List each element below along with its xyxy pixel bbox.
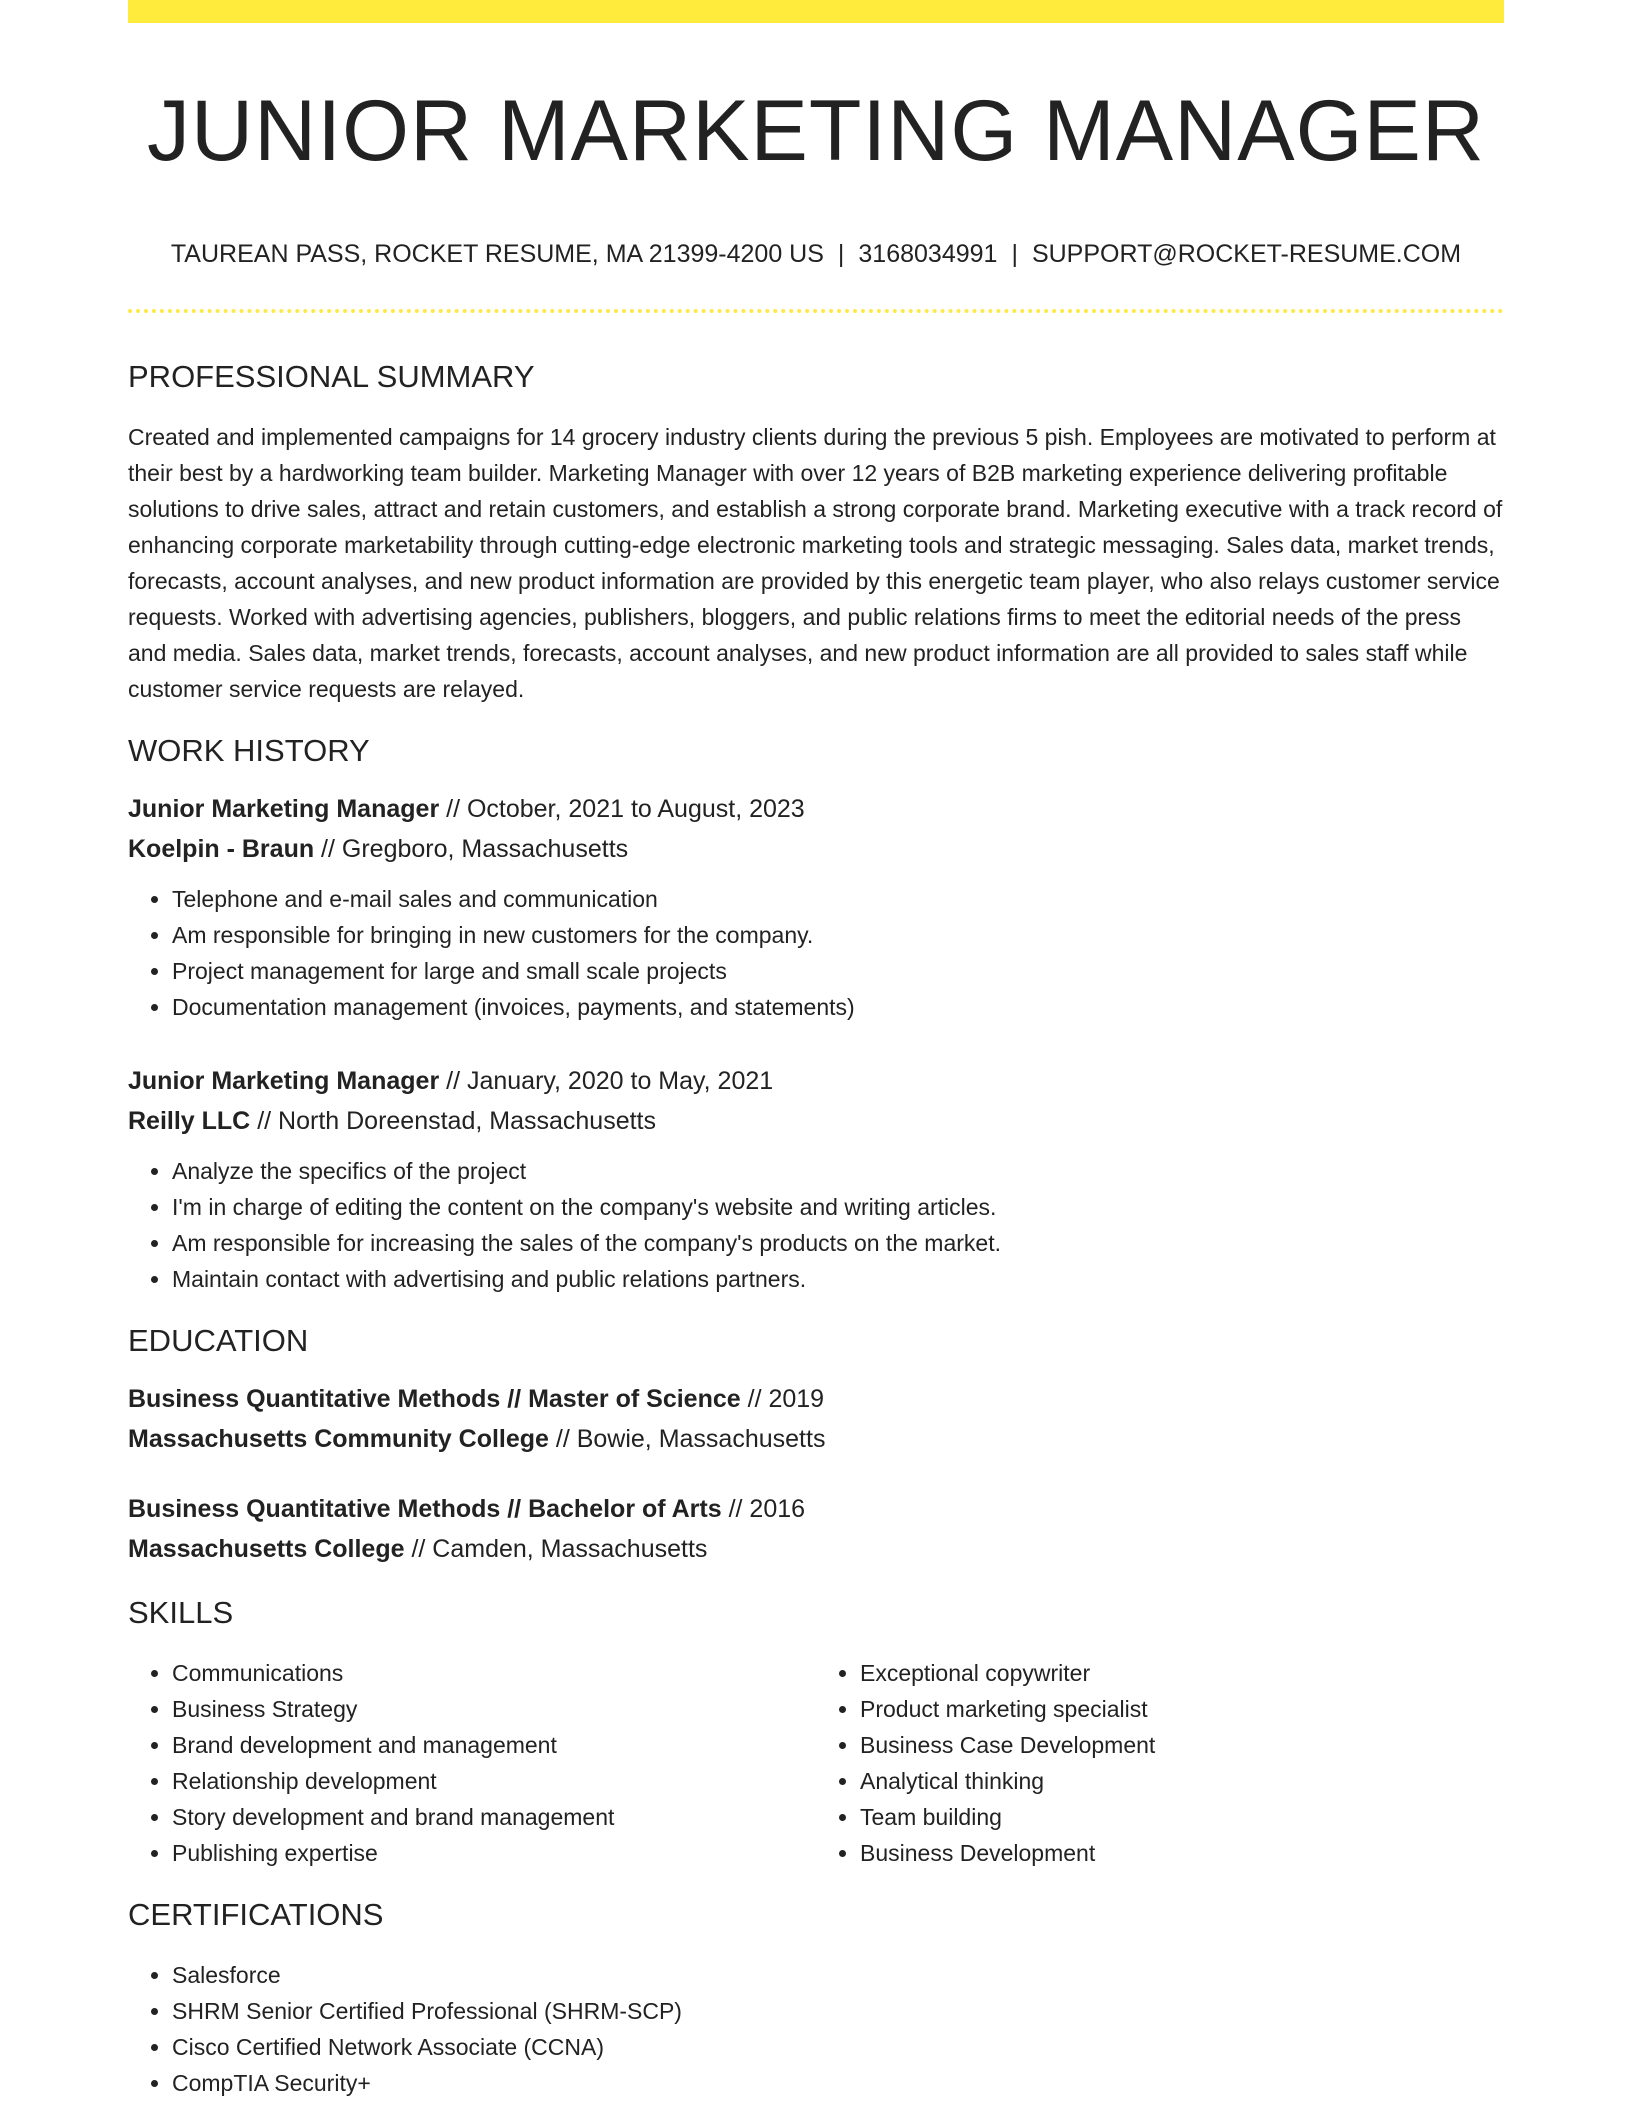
section-title-skills: SKILLS bbox=[128, 1595, 234, 1630]
certification-item: • CompTIA Security+ bbox=[172, 2065, 1504, 2101]
skill-item: • Team building bbox=[860, 1799, 1504, 1835]
contact-line bbox=[128, 239, 1504, 269]
skill-item: • Brand development and management bbox=[172, 1727, 816, 1763]
job-company: Koelpin - Braun bbox=[128, 835, 315, 863]
skills-column-left bbox=[128, 1655, 816, 1871]
summary-text: Created and implemented campaigns for 14 grocery industry clients during the previous 5 pish. Employees are motivated to perform at their best by a hardworking team builder. Marketing Manager with over 12 years of B2B marketing experience delivering profitable solutions to drive sales, attract and retain customers, and establish a strong corporate brand. Marketing executive with a track record of enhancing corporate marketability through cutting-edge electronic marketing tools and strategic messaging. Sales data, market trends, forecasts, account analyses, and new product information are provided by this energetic team player, who also relays customer service requests. Worked with advertising agencies, publishers, bloggers, and public relations firms to meet the editorial needs of the press and media. Sales data, market trends, forecasts, account analyses, and new product information are all provided to sales staff while customer service requests are relayed. bbox=[128, 424, 1503, 702]
contact-phone: 3168034991 bbox=[858, 240, 998, 268]
job-role-line bbox=[128, 1061, 1504, 1101]
skill-item: • Business Development bbox=[860, 1835, 1504, 1871]
school-location: // Camden, Massachusetts bbox=[404, 1535, 708, 1563]
skill-item: • Publishing expertise bbox=[172, 1835, 816, 1871]
education-entry bbox=[128, 1379, 1504, 1459]
job-bullet: • Analyze the specifics of the project bbox=[172, 1153, 1504, 1189]
job-bullet: • Am responsible for increasing the sales of the company's products on the market. bbox=[172, 1225, 1504, 1261]
job-bullets bbox=[128, 881, 1504, 1025]
dotted-divider bbox=[128, 309, 1504, 313]
job-company: Reilly LLC bbox=[128, 1107, 251, 1135]
job-entry bbox=[128, 1061, 1504, 1297]
section-title-certifications: CERTIFICATIONS bbox=[128, 1897, 384, 1932]
section-title-work: WORK HISTORY bbox=[128, 733, 370, 768]
school-line bbox=[128, 1529, 1504, 1569]
school-location: // Bowie, Massachusetts bbox=[548, 1425, 826, 1453]
contact-address: TAUREAN PASS, ROCKET RESUME, MA 21399-4200 US bbox=[170, 240, 824, 268]
skill-item: • Story development and brand management bbox=[172, 1799, 816, 1835]
resume-page bbox=[128, 0, 1504, 2101]
education-entry bbox=[128, 1489, 1504, 1569]
job-bullet: • Project management for large and small scale projects bbox=[172, 953, 1504, 989]
contact-email: SUPPORT@ROCKET-RESUME.COM bbox=[1031, 240, 1462, 268]
job-company-line bbox=[128, 1101, 1504, 1141]
job-dates: // January, 2020 to May, 2021 bbox=[439, 1067, 774, 1095]
section-title-summary: PROFESSIONAL SUMMARY bbox=[128, 359, 535, 394]
contact-separator: | bbox=[1011, 240, 1018, 268]
resume-name: JUNIOR MARKETING MANAGER bbox=[147, 83, 1485, 179]
job-bullet: • I'm in charge of editing the content on the company's website and writing articles. bbox=[172, 1189, 1504, 1225]
job-bullet: • Maintain contact with advertising and public relations partners. bbox=[172, 1261, 1504, 1297]
job-dates: // October, 2021 to August, 2023 bbox=[439, 795, 805, 823]
job-company-line bbox=[128, 829, 1504, 869]
section-title-education: EDUCATION bbox=[128, 1323, 309, 1358]
skill-item: • Business Case Development bbox=[860, 1727, 1504, 1763]
job-bullets bbox=[128, 1153, 1504, 1297]
job-entry bbox=[128, 789, 1504, 1025]
degree-line bbox=[128, 1489, 1504, 1529]
degree-year: // 2019 bbox=[740, 1385, 825, 1413]
certification-item: • Cisco Certified Network Associate (CCNA) bbox=[172, 2029, 1504, 2065]
certification-item: • SHRM Senior Certified Professional (SHRM-SCP) bbox=[172, 1993, 1504, 2029]
skills-column-right bbox=[816, 1655, 1504, 1871]
skill-item: • Exceptional copywriter bbox=[860, 1655, 1504, 1691]
skill-item: • Analytical thinking bbox=[860, 1763, 1504, 1799]
degree: Business Quantitative Methods // Bachelor of Arts bbox=[128, 1495, 722, 1523]
job-location: // North Doreenstad, Massachusetts bbox=[250, 1107, 656, 1135]
job-role: Junior Marketing Manager bbox=[128, 1067, 440, 1095]
school: Massachusetts Community College bbox=[128, 1425, 549, 1453]
job-role: Junior Marketing Manager bbox=[128, 795, 440, 823]
certification-item: • Salesforce bbox=[172, 1957, 1504, 1993]
job-bullet: • Telephone and e-mail sales and communication bbox=[172, 881, 1504, 917]
certifications-list bbox=[128, 1957, 1504, 2101]
skill-item: • Relationship development bbox=[172, 1763, 816, 1799]
degree: Business Quantitative Methods // Master of Science bbox=[128, 1385, 741, 1413]
job-location: // Gregboro, Massachusetts bbox=[314, 835, 629, 863]
skill-item: • Communications bbox=[172, 1655, 816, 1691]
degree-year: // 2016 bbox=[721, 1495, 806, 1523]
school: Massachusetts College bbox=[128, 1535, 405, 1563]
school-line bbox=[128, 1419, 1504, 1459]
top-accent-bar bbox=[128, 0, 1504, 23]
job-bullet: • Am responsible for bringing in new customers for the company. bbox=[172, 917, 1504, 953]
skills-grid bbox=[128, 1655, 1504, 1871]
skill-item: • Product marketing specialist bbox=[860, 1691, 1504, 1727]
skill-item: • Business Strategy bbox=[172, 1691, 816, 1727]
job-role-line bbox=[128, 789, 1504, 829]
contact-separator: | bbox=[837, 240, 845, 268]
job-bullet: • Documentation management (invoices, payments, and statements) bbox=[172, 989, 1504, 1025]
degree-line bbox=[128, 1379, 1504, 1419]
